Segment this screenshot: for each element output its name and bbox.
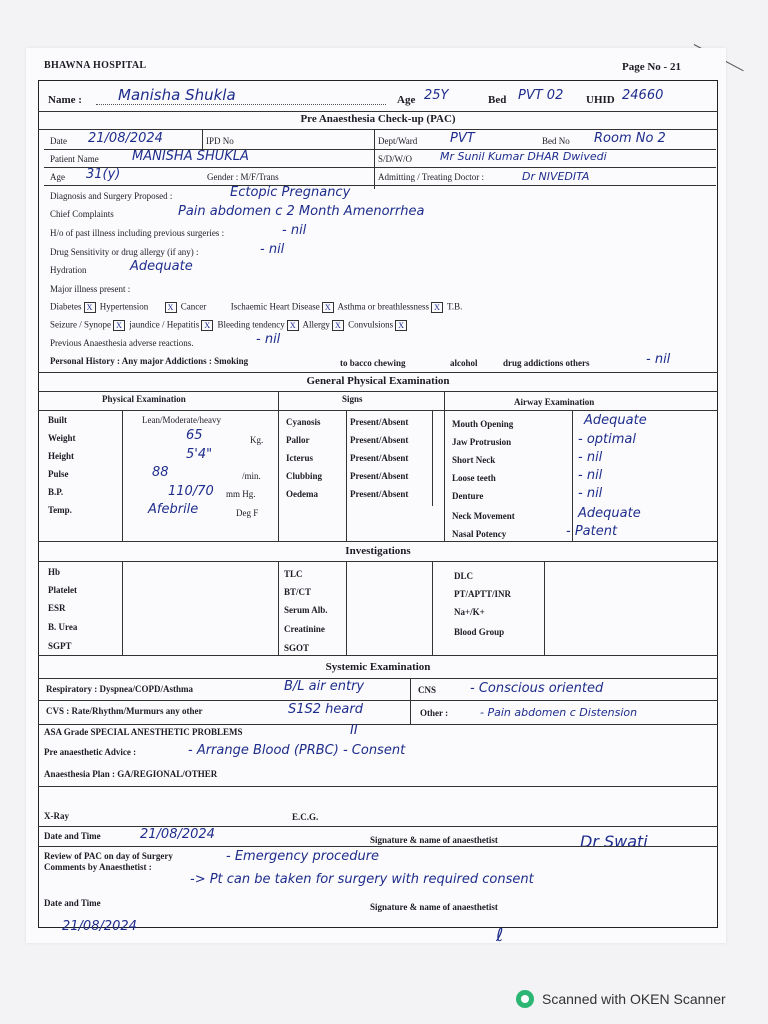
prev-anaesthesia-value: - nil xyxy=(256,332,281,347)
denture-label: Denture xyxy=(452,491,484,501)
review-signature-mark: ℓ xyxy=(496,925,504,946)
na-k-label: Na+/K+ xyxy=(454,607,485,617)
neck-movement-label: Neck Movement xyxy=(452,511,515,521)
nasal-potency-value: - Patent xyxy=(566,524,618,539)
divider xyxy=(544,561,545,655)
gender-label: Gender : M/F/Trans xyxy=(207,172,279,182)
date-time-label: Date and Time xyxy=(44,831,101,841)
signature2-label: Signature & name of anaesthetist xyxy=(370,902,498,912)
diabetes-label: Diabetes xyxy=(50,301,82,312)
divider xyxy=(346,410,347,541)
name-value: Manisha Shukla xyxy=(118,86,236,104)
divider xyxy=(38,678,718,679)
review-label: Review of PAC on day of Surgery xyxy=(44,851,173,861)
review-value: - Emergency procedure xyxy=(226,849,380,864)
advice-label: Pre anaesthetic Advice : xyxy=(44,747,137,757)
divider xyxy=(122,561,123,655)
platelet-label: Platelet xyxy=(48,585,77,595)
weight-value: 65 xyxy=(186,428,203,443)
ecg-label: E.C.G. xyxy=(292,812,319,822)
divider xyxy=(432,561,433,655)
divider xyxy=(38,786,718,787)
divider xyxy=(572,410,573,541)
page-number: Page No - 21 xyxy=(622,61,681,73)
divider xyxy=(38,846,718,847)
date-time2-label: Date and Time xyxy=(44,898,101,908)
name-label: Name : xyxy=(48,94,82,106)
age-label-2: Age xyxy=(50,172,65,182)
history-label: H/o of past illness including previous surgeries : xyxy=(50,228,225,238)
signature-label: Signature & name of anaesthetist xyxy=(370,835,498,845)
dept-value: PVT xyxy=(450,131,475,146)
hb-label: Hb xyxy=(48,567,61,577)
cns-label: CNS xyxy=(418,685,437,695)
esr-label: ESR xyxy=(48,603,66,613)
pt-label: PT/APTT/INR xyxy=(454,589,512,599)
pallor-value: Present/Absent xyxy=(350,435,409,445)
pallor-label: Pallor xyxy=(286,435,310,445)
tobacco-label: to bacco chewing xyxy=(340,358,406,368)
pname-label: Patient Name xyxy=(50,154,99,164)
airway-title: Airway Examination xyxy=(514,397,595,407)
major-illness-label: Major illness present : xyxy=(50,284,131,294)
divider xyxy=(278,561,279,655)
diagnosis-label: Diagnosis and Surgery Proposed : xyxy=(50,191,173,201)
diagnosis-value: Ectopic Pregnancy xyxy=(230,185,351,200)
xray-label: X-Ray xyxy=(44,811,69,821)
systemic-title-text: Systemic Examination xyxy=(325,661,431,673)
loose-teeth-label: Loose teeth xyxy=(452,473,496,483)
physical-exam-title: Physical Examination xyxy=(102,394,186,404)
clubbing-label: Clubbing xyxy=(286,471,323,481)
dept-label: Dept/Ward xyxy=(378,136,418,146)
ihd-label: Ischaemic Heart Disease xyxy=(230,301,320,312)
mouth-opening-value: Adequate xyxy=(584,413,647,428)
age-value: 25Y xyxy=(424,88,449,103)
denture-value: - nil xyxy=(578,486,603,501)
form-title-text: Pre Anaesthesia Check-up (PAC) xyxy=(300,113,456,125)
creatinine-label: Creatinine xyxy=(284,624,325,634)
oedema-value: Present/Absent xyxy=(350,489,409,499)
cvs-value: S1S2 heard xyxy=(288,702,363,717)
divider xyxy=(38,372,718,373)
oedema-label: Oedema xyxy=(286,489,318,499)
asthma-checkbox[interactable]: X xyxy=(431,302,443,313)
divider xyxy=(38,129,718,130)
dlc-label: DLC xyxy=(454,571,474,581)
scanner-logo-icon xyxy=(516,990,534,1008)
seizure-checkbox[interactable]: X xyxy=(113,320,125,331)
uhid-value: 24660 xyxy=(622,88,664,103)
temp-label: Temp. xyxy=(48,505,72,515)
sdwo-value: Mr Sunil Kumar DHAR Dwivedi xyxy=(440,150,607,163)
complaints-value: Pain abdomen c 2 Month Amenorrhea xyxy=(178,204,425,219)
urea-label: B. Urea xyxy=(48,622,78,632)
tb-label: T.B. xyxy=(447,301,463,312)
alcohol-label: alcohol xyxy=(450,358,478,368)
pname-value: MANISHA SHUKLA xyxy=(132,149,249,164)
jaw-protrusion-label: Jaw Protrusion xyxy=(452,437,512,447)
bleeding-checkbox[interactable]: X xyxy=(287,320,299,331)
divider xyxy=(38,541,718,542)
blood-group-label: Blood Group xyxy=(454,627,505,637)
built-value: Lean/Moderate/heavy xyxy=(142,415,221,425)
cancer-label: Cancer xyxy=(180,301,207,312)
divider xyxy=(278,391,279,541)
tlc-label: TLC xyxy=(284,569,303,579)
admitting-label: Admitting / Treating Doctor : xyxy=(378,172,485,182)
drug-addictions-label: drug addictions others xyxy=(503,358,590,368)
divider xyxy=(346,561,347,655)
nasal-potency-label: Nasal Potency xyxy=(452,529,507,539)
bp-label: B.P. xyxy=(48,487,64,497)
diabetes-checkbox[interactable]: X xyxy=(84,302,96,313)
cyanosis-value: Present/Absent xyxy=(350,417,409,427)
cyanosis-label: Cyanosis xyxy=(286,417,321,427)
hypertension-label: Hypertension xyxy=(99,301,149,312)
advice-value: - Arrange Blood (PRBC) - Consent xyxy=(188,743,406,758)
age-label: Age xyxy=(397,94,416,106)
pulse-value: 88 xyxy=(152,465,169,480)
other-value: - Pain abdomen c Distension xyxy=(480,706,638,719)
ihd-checkbox[interactable]: X xyxy=(322,302,334,313)
sdwo-label: S/D/W/O xyxy=(378,154,413,164)
bed-value: PVT 02 xyxy=(518,88,564,103)
history-value: - nil xyxy=(282,223,307,238)
form-title xyxy=(38,114,718,125)
icterus-label: Icterus xyxy=(286,453,313,463)
serum-alb-label: Serum Alb. xyxy=(284,605,328,615)
complaints-label: Chief Complaints xyxy=(50,209,114,219)
mouth-opening-label: Mouth Opening xyxy=(452,419,514,429)
divider xyxy=(410,678,411,724)
asa-label: ASA Grade SPECIAL ANESTHETIC PROBLEMS xyxy=(44,727,243,737)
bedno-value: Room No 2 xyxy=(594,131,666,146)
hydration-label: Hydration xyxy=(50,265,87,275)
divider xyxy=(38,410,718,411)
ipd-label: IPD No xyxy=(206,136,234,146)
divider xyxy=(38,391,718,392)
comments-label: Comments by Anaesthetist : xyxy=(44,862,152,872)
general-exam-title-text: General Physical Examination xyxy=(306,375,450,387)
built-label: Built xyxy=(48,415,68,425)
hypertension-checkbox[interactable]: X xyxy=(165,302,177,313)
jaw-protrusion-value: - optimal xyxy=(578,432,636,447)
comments-value: -> Pt can be taken for surgery with required consent xyxy=(190,872,534,887)
btct-label: BT/CT xyxy=(284,587,312,597)
name-underline xyxy=(96,104,386,105)
divider xyxy=(38,700,718,701)
allergy-checkbox[interactable]: X xyxy=(332,320,344,331)
uhid-label: UHID xyxy=(586,94,615,106)
temp-unit: Deg F xyxy=(236,508,259,518)
date-label: Date xyxy=(50,136,67,146)
divider xyxy=(202,129,203,149)
bedno-label: Bed No xyxy=(542,136,570,146)
illness-row-1 xyxy=(50,302,462,313)
bed-label: Bed xyxy=(488,94,507,106)
cvs-label: CVS : Rate/Rhythm/Murmurs any other xyxy=(46,706,203,716)
scanner-text: Scanned with OKEN Scanner xyxy=(542,991,726,1007)
bp-unit: mm Hg. xyxy=(226,489,256,499)
illness-row-2 xyxy=(50,320,409,331)
date-time2-value: 21/08/2024 xyxy=(62,919,137,934)
weight-unit: Kg. xyxy=(250,435,264,445)
plan-label: Anaesthesia Plan : GA/REGIONAL/OTHER xyxy=(44,769,218,779)
divider xyxy=(432,410,433,506)
weight-label: Weight xyxy=(48,433,76,443)
icterus-value: Present/Absent xyxy=(350,453,409,463)
admitting-value: Dr NIVEDITA xyxy=(522,170,590,183)
anaesthetist-signature: Dr Swati xyxy=(580,832,648,851)
loose-teeth-value: - nil xyxy=(578,468,603,483)
respiratory-label: Respiratory : Dyspnea/COPD/Asthma xyxy=(46,684,193,694)
drug-label: Drug Sensitivity or drug allergy (if any) : xyxy=(50,247,199,257)
hospital-name: BHAWNA HOSPITAL xyxy=(44,60,147,71)
seizure-label: Seizure / Synope xyxy=(50,319,111,330)
investigations-title xyxy=(38,546,718,557)
convulsions-checkbox[interactable]: X xyxy=(395,320,407,331)
general-exam-title xyxy=(38,376,718,387)
age-value-2: 31(y) xyxy=(86,167,121,182)
drug-value: - nil xyxy=(260,242,285,257)
temp-value: Afebrile xyxy=(148,502,199,517)
clubbing-value: Present/Absent xyxy=(350,471,409,481)
sgot-label: SGOT xyxy=(284,643,310,653)
date-time-value: 21/08/2024 xyxy=(140,827,215,842)
jaundice-label: jaundice / Hepatitis xyxy=(129,319,200,330)
allergy-label: Allergy xyxy=(302,319,330,330)
neck-movement-value: Adequate xyxy=(578,506,641,521)
divider xyxy=(38,561,718,562)
bleeding-label: Bleeding tendency xyxy=(217,319,285,330)
pulse-label: Pulse xyxy=(48,469,69,479)
asa-value: II xyxy=(350,723,358,738)
height-label: Height xyxy=(48,451,74,461)
divider xyxy=(38,111,718,112)
jaundice-checkbox[interactable]: X xyxy=(201,320,213,331)
personal-history-value: - nil xyxy=(646,352,671,367)
divider xyxy=(38,655,718,656)
prev-anaesthesia-label: Previous Anaesthesia adverse reactions. xyxy=(50,338,194,348)
divider xyxy=(374,129,375,189)
short-neck-value: - nil xyxy=(578,450,603,465)
scanner-watermark xyxy=(516,990,726,1008)
personal-history-label: Personal History : Any major Addictions : Smoking xyxy=(50,356,249,366)
investigations-title-text: Investigations xyxy=(345,545,411,557)
divider xyxy=(44,167,716,168)
short-neck-label: Short Neck xyxy=(452,455,496,465)
other-label: Other : xyxy=(420,708,449,718)
divider xyxy=(444,391,445,541)
divider xyxy=(122,410,123,541)
divider xyxy=(44,185,716,186)
height-value: 5'4" xyxy=(186,447,213,462)
signs-title: Signs xyxy=(342,394,363,404)
hydration-value: Adequate xyxy=(130,259,193,274)
pulse-unit: /min. xyxy=(242,471,261,481)
bp-value: 110/70 xyxy=(168,484,214,499)
convulsions-label: Convulsions xyxy=(348,319,394,330)
divider xyxy=(38,724,718,725)
respiratory-value: B/L air entry xyxy=(284,679,365,694)
date-value: 21/08/2024 xyxy=(88,131,163,146)
cns-value: - Conscious oriented xyxy=(470,681,604,696)
sgpt-label: SGPT xyxy=(48,641,72,651)
systemic-title xyxy=(38,662,718,673)
asthma-label: Asthma or breathlessness xyxy=(337,301,429,312)
